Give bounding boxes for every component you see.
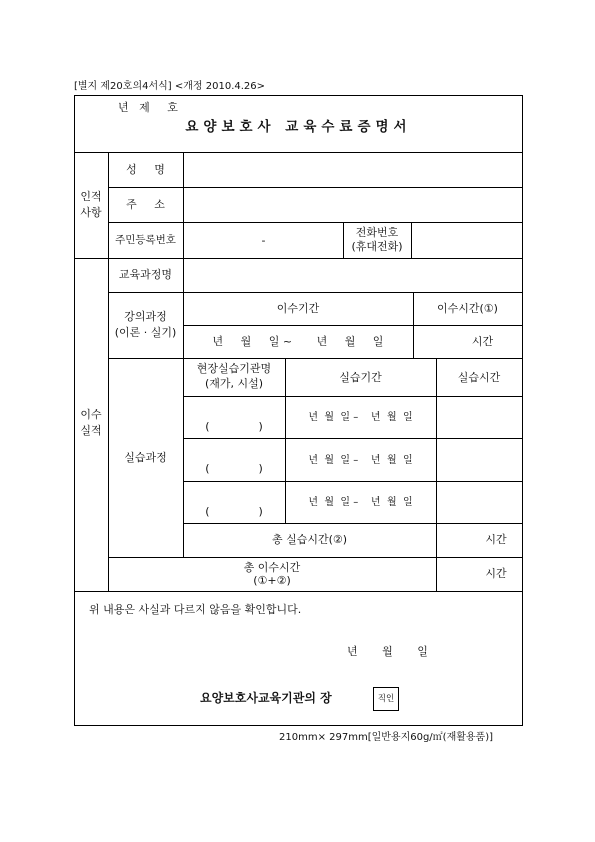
practice-site[interactable]: ( ) [205, 420, 263, 433]
grand-total-label-sub: (①+②) [253, 574, 291, 587]
rule [108, 292, 523, 293]
practice-hours-field[interactable] [437, 482, 522, 523]
name-field[interactable] [184, 153, 522, 187]
phone-label: 전화번호 [355, 226, 399, 239]
lecture-period-value[interactable]: 년 월 일 ~ 년 월 일 [212, 335, 384, 348]
lecture-label: 강의과정 [124, 310, 167, 323]
address-label: 주 소 [126, 198, 165, 211]
rule-v [108, 152, 109, 591]
course-name-label: 교육과정명 [118, 268, 173, 281]
section-label: 실적 [80, 424, 102, 437]
frame-top [74, 95, 523, 96]
page-title: 요양보호사 교육수료증명서 [185, 119, 412, 135]
rule [74, 591, 523, 592]
phone-field[interactable] [412, 223, 522, 258]
rule [108, 358, 523, 359]
frame-bottom [74, 725, 523, 726]
practice-hours-field[interactable] [437, 397, 522, 438]
grand-total-label: 총 이수시간 [243, 561, 301, 574]
document-number: 년 제 호 [118, 101, 178, 114]
paper-spec: 210mm× 297mm[일반용지60g/㎡(재활용품)] [279, 732, 494, 743]
hours-header: 이수시간(①) [437, 302, 498, 315]
section-label: 이수 [80, 408, 102, 421]
rule [183, 523, 523, 524]
phone-label-sub: (휴대전화) [351, 240, 403, 253]
section-label: 인적 [80, 190, 102, 203]
practice-period-header: 실습기간 [339, 371, 382, 384]
period-header: 이수기간 [276, 302, 320, 315]
name-label: 성 명 [126, 163, 165, 176]
issue-date[interactable]: 년 월 일 [347, 645, 428, 658]
practice-hours-header: 실습시간 [457, 371, 501, 384]
practice-period[interactable]: 년 월 일 – 년 월 일 [308, 455, 413, 466]
signer-title: 요양보호사교육기관의 장 [200, 691, 332, 705]
practice-hours-field[interactable] [437, 439, 522, 481]
form-reference: [별지 제20호의4서식] <개정 2010.4.26> [74, 81, 266, 92]
grand-total-unit: 시간 [485, 567, 507, 580]
total-practice-label: 총 실습시간(②) [271, 533, 348, 546]
official-seal: 직인 [373, 687, 399, 711]
frame-right [522, 95, 523, 726]
site-header-sub: (재가, 시설) [204, 377, 264, 390]
site-header: 현장실습기관명 [196, 362, 272, 375]
lecture-hours-unit: 시간 [471, 335, 494, 348]
section-label: 사항 [80, 206, 102, 219]
course-name-field[interactable] [184, 259, 522, 292]
practice-site[interactable]: ( ) [205, 462, 263, 475]
rrn-dash: - [261, 234, 266, 247]
lecture-label-sub: (이론 · 실기) [114, 326, 177, 339]
practice-label: 실습과정 [124, 451, 167, 464]
rule [183, 325, 523, 326]
practice-period[interactable]: 년 월 일 – 년 월 일 [308, 412, 413, 423]
practice-period[interactable]: 년 월 일 – 년 월 일 [308, 497, 413, 508]
address-field[interactable] [184, 188, 522, 222]
confirmation-text: 위 내용은 사실과 다르지 않음을 확인합니다. [89, 603, 302, 616]
rrn-label: 주민등록번호 [115, 234, 176, 246]
practice-site[interactable]: ( ) [205, 505, 263, 518]
total-practice-unit: 시간 [485, 533, 507, 546]
rule [108, 557, 523, 558]
